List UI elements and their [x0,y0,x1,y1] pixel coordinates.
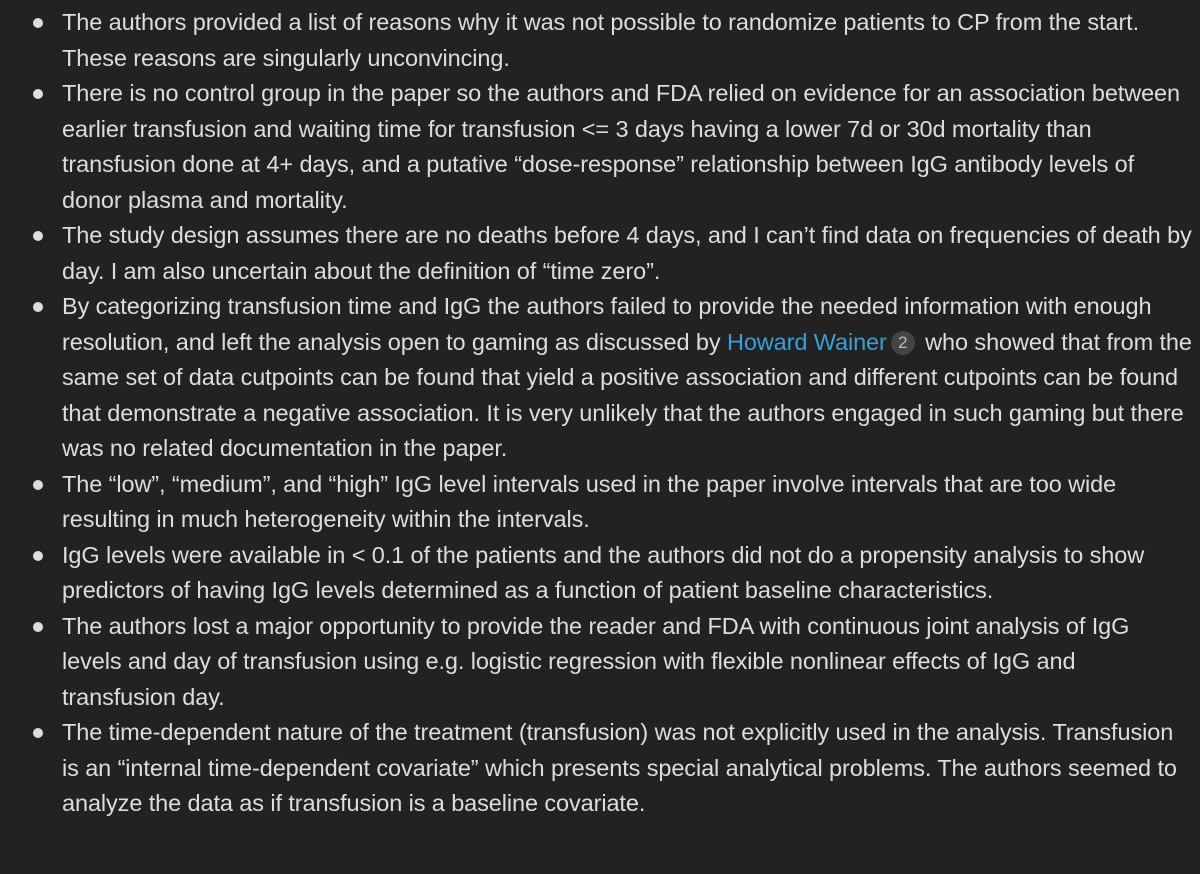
bullet-dot-icon [33,18,43,28]
list-item [62,715,1194,822]
bullet-dot-icon [33,622,43,632]
bullet-list [62,5,1194,822]
list-item-text: There is no control group in the paper so the authors and FDA relied on evidence for an association between earlier transfusion and waiting time for transfusion <= 3 days having a lower 7d or 30d mortality than transfusion done at 4+ days, and a putative “dose-response” relationship between IgG antibody levels of donor plasma and mortality. [62,80,1181,213]
list-item [62,218,1194,289]
bullet-dot-icon [33,551,43,561]
bullet-dot-icon [33,728,43,738]
bullet-dot-icon [33,89,43,99]
list-item-text: The time-dependent nature of the treatment (transfusion) was not explicitly used in the analysis. Transfusion is an “internal time-dependent covariate” which presents special analytical problems. The authors seemed to analyze the data as if transfusion is a baseline covariate. [62,719,1177,816]
list-item-text: The authors provided a list of reasons why it was not possible to randomize patients to CP from the start. These reasons are singularly unconvincing. [62,9,1140,71]
bullet-dot-icon [33,480,43,490]
list-item-text: The “low”, “medium”, and “high” IgG level intervals used in the paper involve intervals that are too wide resulting in much heterogeneity within the intervals. [62,470,1117,532]
list-item [62,5,1194,76]
list-item-text: The study design assumes there are no deaths before 4 days, and I can’t find data on frequencies of death by day. I am also uncertain about the definition of “time zero”. [62,222,1192,284]
list-item-text: The authors lost a major opportunity to provide the reader and FDA with continuous joint analysis of IgG levels and day of transfusion using e.g. logistic regression with flexible nonlinear effects of IgG and transfusion day. [62,612,1130,710]
list-item [62,609,1194,716]
list-item [62,76,1194,218]
link-click-count-badge: 2 [891,331,915,355]
bullet-dot-icon [33,302,43,312]
list-item-text-after-link: who showed that from the same set of data cutpoints can be found that yield a positive association and different cutpoints can be found that demonstrate a negative association. It is very unlikely that the authors engaged in such gaming but there was no related documentation in the paper. [62,328,1192,461]
list-item-text-before-link: By categorizing transfusion time and IgG the authors failed to provide the needed information with enough resolution, and left the analysis open to gaming as discussed by [62,293,1152,355]
list-item-text: IgG levels were available in < 0.1 of the patients and the authors did not do a propensity analysis to show predictors of having IgG levels determined as a function of patient baseline characteristics. [62,541,1145,603]
howard-wainer-link[interactable]: Howard Wainer [726,328,887,355]
list-item [62,289,1194,467]
bullet-dot-icon [33,231,43,241]
list-item [62,538,1194,609]
list-item [62,467,1194,538]
